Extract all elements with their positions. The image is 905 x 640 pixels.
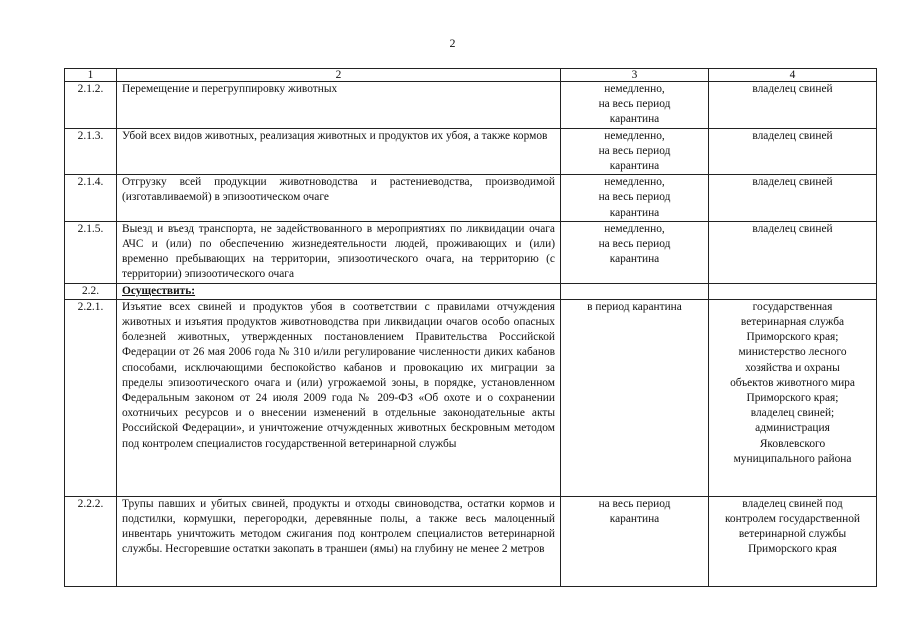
header-row <box>65 69 877 82</box>
responsible-line: Приморского края; <box>746 392 839 405</box>
responsible-line: администрация <box>755 422 830 435</box>
header-col-4: 4 <box>709 69 877 82</box>
term-line: на весь период <box>598 497 671 510</box>
responsible-line: Яковлевского <box>759 437 826 450</box>
responsible-cell <box>709 221 877 283</box>
responsible-cell <box>709 299 877 496</box>
row-number: 2.1.2. <box>65 82 117 129</box>
measure-text: Изъятие всех свиней и продуктов убоя в соответствии с правилами отчуждения животных и изъятия продуктов животноводства при ликвидации очагов особо опасных болезней животных, утвержденных постановлением Правительства Российской Федерации от 26 мая 2006 года № 310 и/или регулирование численности диких кабанов способами, исключающими беспокойство кабанов и провокацию их миграции за пределы эпизоотического очага и (или) угрожаемой зоны, в порядке, установленном Федеральным законом от 24 июля 2009 года № 209-ФЗ «Об охоте и о сохранении охотничьих ресурсов и о внесении изменений в отдельные законодательные акты Российской Федерации», и уничтожение отчужденных животных бескровным методом под контролем специалистов государственной ветеринарной службы <box>117 299 561 496</box>
term-line: немедленно, <box>604 83 665 95</box>
measure-text: Отгрузку всей продукции животноводства и растениеводства, производимой (изготавливаемой) в эпизоотическом очаге <box>117 175 561 222</box>
responsible-line: Приморского края; <box>746 331 839 344</box>
term-cell <box>561 221 709 283</box>
term-line: в период карантина <box>587 300 682 313</box>
table-row <box>65 82 877 129</box>
responsible-line: государственная <box>752 300 833 313</box>
measure-text <box>117 283 561 299</box>
measure-text: Выезд и въезд транспорта, не задействованного в мероприятиях по ликвидации очага АЧС и (или) по обеспечению жизнедеятельности людей, проживающих и (или) временно пребывающих на территории, эпизоотического очага, на территорию (с территории) эпизоотического очага <box>117 221 561 283</box>
section-heading: Осуществить: <box>122 284 196 297</box>
table-row <box>65 283 877 299</box>
term-cell <box>561 299 709 496</box>
measure-text: Перемещение и перегруппировку животных <box>117 82 561 129</box>
term-line: карантина <box>609 253 660 266</box>
table-row <box>65 128 877 175</box>
term-line: карантина <box>609 206 660 219</box>
term-line: на весь период <box>598 98 671 111</box>
table-row <box>65 496 877 586</box>
page-number: 2 <box>449 36 456 50</box>
responsible-cell <box>709 283 877 299</box>
term-cell <box>561 128 709 175</box>
term-cell <box>561 82 709 129</box>
term-line: на весь период <box>598 144 671 157</box>
measure-text: Трупы павших и убитых свиней, продукты и отходы свиноводства, остатки кормов и подстилки, кормушки, перегородки, деревянные полы, а также весь малоценный инвентарь уничтожить методом сжигания под контролем специалистов ветеринарной службы. Несгоревшие остатки закопать в траншеи (ямы) на глубину не менее 2 метров <box>117 496 561 586</box>
responsible-line: владелец свиней; <box>750 407 835 420</box>
term-line: карантина <box>609 160 660 173</box>
responsible-cell <box>709 175 877 222</box>
term-line: немедленно, <box>604 176 665 189</box>
term-line: карантина <box>609 513 660 526</box>
term-line: немедленно, <box>604 222 665 235</box>
row-number: 2.2. <box>65 283 117 299</box>
responsible-line: владелец свиней под <box>742 497 843 510</box>
row-number: 2.1.4. <box>65 175 117 222</box>
responsible-line: владелец свиней <box>752 129 833 142</box>
responsible-cell <box>709 128 877 175</box>
responsible-line: министерство лесного <box>738 346 847 359</box>
responsible-line: объектов животного мира <box>730 376 855 389</box>
row-number: 2.2.1. <box>65 299 117 496</box>
table-row <box>65 299 877 496</box>
row-number: 2.1.3. <box>65 128 117 175</box>
header-col-2: 2 <box>117 69 561 82</box>
header-col-1: 1 <box>65 69 117 82</box>
row-number: 2.2.2. <box>65 496 117 586</box>
header-col-3: 3 <box>561 69 709 82</box>
responsible-cell <box>709 82 877 129</box>
responsible-line: владелец свиней <box>752 83 833 95</box>
term-line: на весь период <box>598 191 671 204</box>
responsible-line: муниципального района <box>733 452 852 465</box>
term-cell <box>561 283 709 299</box>
table-row <box>65 221 877 283</box>
responsible-line: владелец свиней <box>752 176 833 189</box>
responsible-line: ветеринарная служба <box>740 316 845 329</box>
term-cell <box>561 496 709 586</box>
term-line: на весь период <box>598 238 671 251</box>
responsible-line: Приморского края <box>748 543 837 556</box>
table-row <box>65 175 877 222</box>
measure-text: Убой всех видов животных, реализация животных и продуктов их убоя, а также кормов <box>117 128 561 175</box>
responsible-cell <box>709 496 877 586</box>
term-cell <box>561 175 709 222</box>
term-line: карантина <box>609 113 660 126</box>
responsible-line: контролем государственной <box>724 513 861 526</box>
measures-table <box>64 68 877 587</box>
term-line: немедленно, <box>604 129 665 142</box>
responsible-line: владелец свиней <box>752 222 833 235</box>
row-number: 2.1.5. <box>65 221 117 283</box>
responsible-line: хозяйства и охраны <box>745 361 840 374</box>
responsible-line: ветеринарной службы <box>738 528 847 541</box>
